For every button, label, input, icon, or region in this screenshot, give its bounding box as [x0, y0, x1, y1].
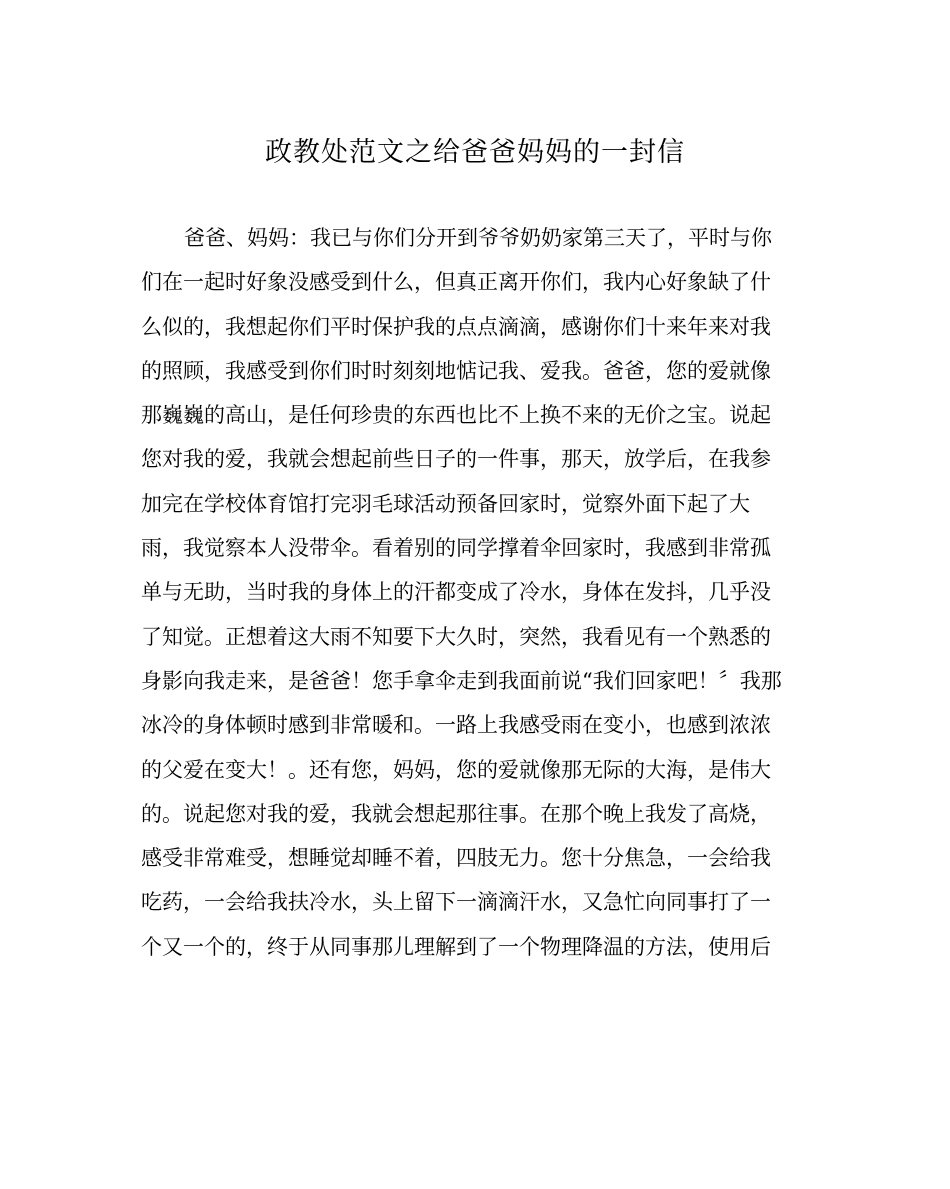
body-line: 感受非常难受，想睡觉却睡不着，四肢无力。您十分焦急，一会给我 [141, 846, 771, 871]
body-line: 雨，我觉察本人没带伞。看着别的同学撑着伞回家时，我感到非常孤 [141, 536, 771, 561]
body-line: 单与无助，当时我的身体上的汗都变成了冷水，身体在发抖，几乎没 [141, 580, 771, 605]
body-line: 们在一起时好象没感受到什么，但真正离开你们，我内心好象缺了什 [141, 270, 771, 295]
body-line: 那巍巍的高山，是任何珍贵的东西也比不上换不来的无价之宝。说起 [141, 403, 771, 428]
body-line: 的父爱在变大！。还有您，妈妈，您的爱就像那无际的大海，是伟大 [141, 757, 771, 782]
body-line: 了知觉。正想着这大雨不知要下大久时，突然，我看见有一个熟悉的 [141, 624, 771, 649]
body-line: 身影向我走来，是爸爸！您手拿伞走到我面前说“我们回家吧！〞我那 [141, 668, 782, 693]
body-line: 爸爸、妈妈：我已与你们分开到爷爷奶奶家第三天了，平时与你 [184, 226, 772, 250]
body-line: 么似的，我想起你们平时保护我的点点滴滴，感谢你们十来年来对我 [141, 314, 771, 339]
body-line: 吃药，一会给我扶冷水，头上留下一滴滴汗水，又急忙向同事打了一 [141, 890, 771, 915]
document-title: 政教处范文之给爸爸妈妈的一封信 [265, 137, 685, 168]
document-body [141, 216, 816, 969]
body-line: 加完在学校体育馆打完羽毛球活动预备回家时，觉察外面下起了大 [141, 491, 750, 516]
body-line: 个又一个的，终于从同事那儿理解到了一个物理降温的方法，使用后 [141, 934, 771, 959]
body-line: 冰冷的身体顿时感到非常暖和。一路上我感受雨在变小，也感到浓浓 [141, 713, 771, 738]
body-line: 您对我的爱，我就会想起前些日子的一件事，那天，放学后，在我参 [141, 447, 771, 472]
body-line: 的。说起您对我的爱，我就会想起那往事。在那个晚上我发了高烧， [141, 801, 771, 826]
body-line: 的照顾，我感受到你们时时刻刻地惦记我、爱我。爸爸，您的爱就像 [141, 358, 771, 383]
